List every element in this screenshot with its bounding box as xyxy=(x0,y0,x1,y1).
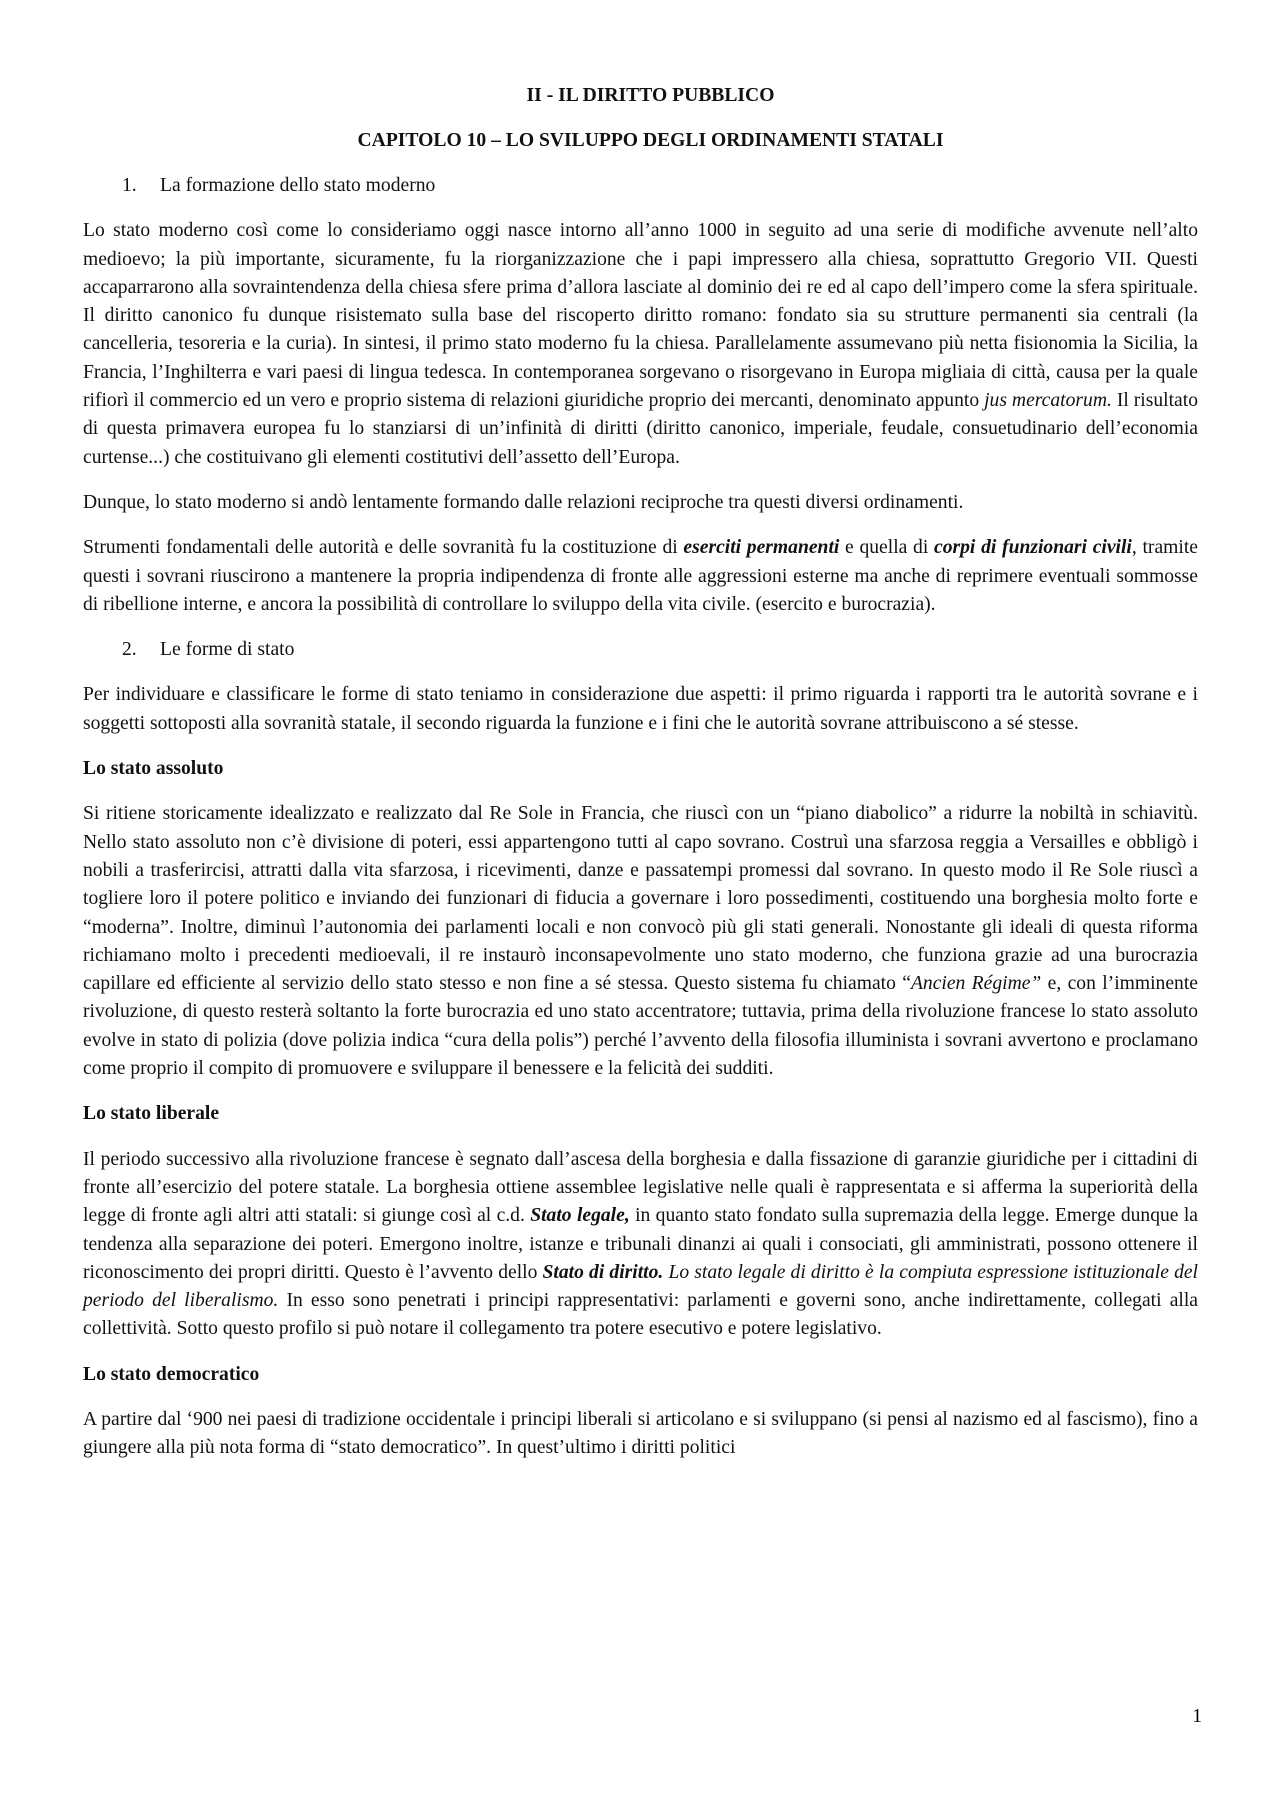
paragraph-strumenti xyxy=(83,534,1198,619)
paragraph-liberale xyxy=(83,1146,1198,1344)
bold-italic-term: corpi di funzionari civili xyxy=(934,537,1132,559)
section-heading-1 xyxy=(83,172,1198,200)
text-run: Strumenti fondamentali delle autorità e delle sovranità fu la costituzione di xyxy=(83,537,684,559)
section-heading-2 xyxy=(83,636,1198,664)
text-run: e, con l’imminente rivoluzione, di questo resterà soltanto la forte burocrazia ed uno stato accentratore; tuttavia, prima della rivoluzione francese lo stato assoluto evolve in stato di polizia (dove polizia indica “cura della polis”) perché l’avvento della filosofia illuminista i sovrani avvertono e proclamano come proprio il compito di promuovere e sviluppare il benessere e la felicità dei sudditi. xyxy=(83,973,1198,1080)
italic-term: Ancien Régime” xyxy=(910,973,1042,995)
paragraph-formazione xyxy=(83,217,1198,472)
italic-sentence: Lo stato legale di diritto è la compiuta espressione istituzionale del periodo del liberalismo. xyxy=(83,1261,1199,1312)
italic-term: jus mercatorum. xyxy=(984,390,1112,412)
paragraph-dunque: Dunque, lo stato moderno si andò lentamente formando dalle relazioni reciproche tra questi diversi ordinamenti. xyxy=(83,491,964,513)
paragraph-assoluto xyxy=(83,800,1198,1083)
page-number: 1 xyxy=(1192,1706,1202,1727)
text-run: in quanto stato fondato sulla supremazia della legge. Emerge dunque la tendenza alla separazione dei poteri. Emergono inoltre, istanze e tribunali dinanzi ai quali i consociati, gli amministrati, possono ottenere il riconoscimento dei propri diritti. Questo è l’avvento dello xyxy=(83,1205,1198,1283)
section-number: 1. xyxy=(122,175,137,196)
chapter-title: CAPITOLO 10 – LO SVILUPPO DEGLI ORDINAMENTI STATALI xyxy=(357,130,944,151)
subheading-assoluto: Lo stato assoluto xyxy=(83,758,224,780)
subheading-liberale: Lo stato liberale xyxy=(83,1103,220,1125)
paragraph-democratico: A partire dal ‘900 nei paesi di tradizione occidentale i principi liberali si articolano e si sviluppano (si pensi al nazismo ed al fascismo), fino a giungere alla più nota forma di “stato democratico”. In quest’ultimo i diritti politici xyxy=(83,1408,1198,1459)
part-title: II - IL DIRITTO PUBBLICO xyxy=(526,85,775,106)
text-run: Si ritiene storicamente idealizzato e realizzato dal Re Sole in Francia, che riuscì con un “piano diabolico” a ridurre la nobiltà in schiavitù. Nello stato assoluto non c’è divisione di poteri, essi appartengono tutti al capo sovrano. Costruì una sfarzosa reggia a Versailles e obbligò i nobili a trasferircisi, attratti dalla vita sfarzosa, i ricevimenti, danze e passatempi promessi dal sovrano. In questo modo il Re Sole riuscì a togliere loro il potere politico e inviando dei funzionari di fiducia a governare i loro possedimenti, costituendo una borghesia molto forte e “moderna”. Inoltre, diminuì l’autonomia dei parlamenti locali e non convocò più gli stati generali. Nonostante gli ideali di questa riforma richiamano molto i precedenti medioevali, il re instaurò inconsapevolmente uno stato moderno, che funziona grazie ad una burocrazia capillare ed efficiente al servizio dello stato stesso e non fine a sé stessa. Questo sistema fu chiamato “ xyxy=(83,803,1198,995)
section-title: Le forme di stato xyxy=(160,639,295,661)
text-run: Il risultato di questa primavera europea fu lo stanziarsi di un’infinità di diritti (diritto canonico, imperiale, feudale, consuetudinario dell’economia curtense...) che costituivano gli elementi costitutivi dell’assetto dell’Europa. xyxy=(83,390,1198,468)
paragraph-forme: Per individuare e classificare le forme di stato teniamo in considerazione due aspetti: il primo riguarda i rapporti tra le autorità sovrane e i soggetti sottoposti alla sovranità statale, il secondo riguarda la funzione e i fini che le autorità sovrane attribuiscono a sé stesse. xyxy=(83,684,1198,734)
text-run: In esso sono penetrati i principi rappresentativi: parlamenti e governi sono, anche indirettamente, collegati alla collettività. Sotto questo profilo si può notare il collegamento tra potere esecutivo e potere legislativo. xyxy=(83,1290,1198,1340)
bold-italic-term: eserciti permanenti xyxy=(683,537,840,559)
text-run: Lo stato moderno così come lo consideriamo oggi nasce intorno all’anno 1000 in seguito ad una serie di modifiche avvenute nell’alto medioevo; la più importante, sicuramente, fu la riorganizzazione che i papi impressero alla chiesa, soprattutto Gregorio VII. Questi accaparrarono alla sovraintendenza della chiesa sfere prima d’allora lasciate al dominio dei re ed al capo dell’impero come la sfera spirituale. Il diritto canonico fu dunque risistemato sulla base del riscoperto diritto romano: fondato sia su strutture permanenti sia centrali (la cancelleria, tesoreria e la curia). In sintesi, il primo stato moderno fu la chiesa. Parallelamente assumevano più netta fisionomia la Sicilia, la Francia, l’Inghilterra e vari paesi di lingua tedesca. In contemporanea sorgevano o risorgevano in Europa migliaia di città, causa per la quale rifiorì il commercio ed un vero e proprio sistema di relazioni giuridiche proprio dei mercanti, denominato appunto xyxy=(83,220,1198,412)
subheading-democratico: Lo stato democratico xyxy=(83,1363,260,1385)
section-title: La formazione dello stato moderno xyxy=(160,175,436,196)
bold-italic-term: Stato di diritto. xyxy=(542,1261,664,1283)
text-run: , tramite questi i sovrani riuscirono a mantenere la propria indipendenza di fronte alle aggressioni esterne ma anche di reprimere eventuali sommosse di ribellione interne, e ancora la possibilità di controllare lo sviluppo della vita civile. (esercito e burocrazia). xyxy=(83,537,1198,615)
text-run: Il periodo successivo alla rivoluzione francese è segnato dall’ascesa della borghesia e dalla fissazione di garanzie giuridiche per i cittadini di fronte all’esercizio del potere statale. La borghesia ottiene assemblee legislative nelle quali è rappresentata e si afferma la superiorità della legge di fronte agli altri atti statali: si giunge così al c.d. xyxy=(83,1148,1198,1227)
section-number: 2. xyxy=(122,639,137,661)
bold-italic-term: Stato legale, xyxy=(530,1205,630,1227)
text-run: e quella di xyxy=(839,537,935,559)
